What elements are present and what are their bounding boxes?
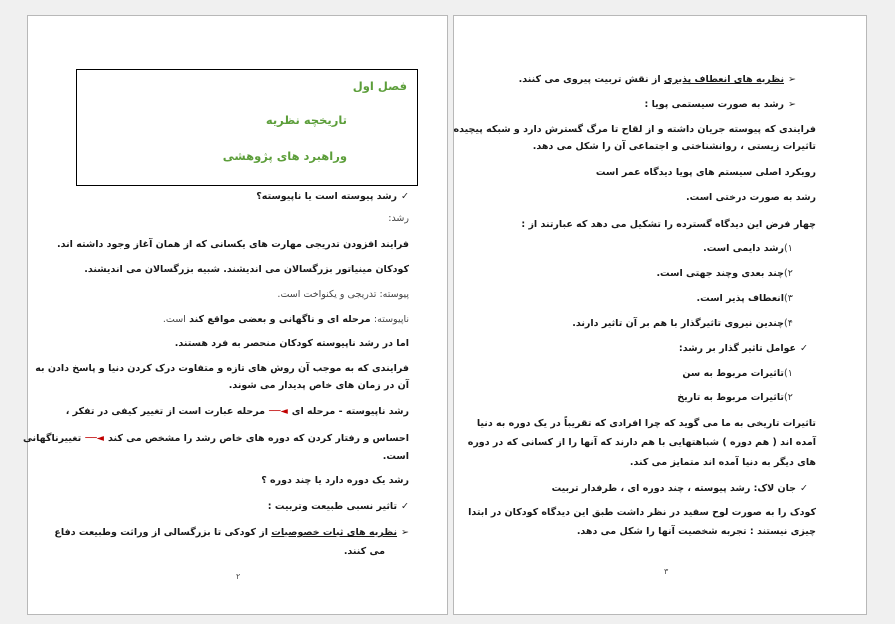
text-line: اما در رشد ناپیوسته کودکان منحصر به فرد هستند. — [174, 338, 409, 349]
text-line: فرایند افزودن تدریجی مهارت های یکسانی که از همان آغاز وجود داشته اند. — [57, 239, 409, 250]
text-line: های دیگر به دنیا آمده اند متمایز می کند. — [629, 457, 816, 468]
check-icon: ✓ — [401, 191, 409, 202]
text-line: می کنند. — [343, 546, 385, 557]
text-line: رویکرد اصلی سیستم های پویا دیدگاه عمر است — [595, 167, 816, 178]
text-line: آن در زمان های خاص پدیدار می شوند. — [228, 380, 409, 391]
text-line: است. — [382, 451, 409, 462]
check-icon: ✓ — [800, 483, 808, 494]
chapter-subtitle: وراهبرد های پژوهشی — [222, 149, 347, 163]
chapter-title-box — [76, 69, 418, 186]
text-line: فرایندی که به موجب آن روش های تازه و متفاوت درک کردن دنیا و پاسخ دادن به — [35, 363, 409, 374]
question-line: ✓رشد پیوسته است یا ناپیوسته؟ — [256, 191, 409, 202]
text-line: رشد یک دوره دارد یا چند دوره ؟ — [261, 475, 409, 486]
list-item: ۳)انعطاف پذیر است. — [696, 293, 793, 304]
text-line: رشد ناپیوسته - مرحله ای◄──مرحله عبارت است از تغییر کیفی در تفکر ، — [65, 406, 409, 417]
text-line: کودک را به صورت لوح سفید در نظر داشت طبق این دیدگاه کودکان در ابتدا — [468, 507, 816, 518]
check-icon: ✓ — [800, 343, 808, 354]
text-line: ✓جان لاک: رشد پیوسته ، چند دوره ای ، طرفدار تربیت — [551, 483, 808, 494]
arrow-left-icon: ◄── — [269, 406, 288, 417]
page-number: ۳ — [664, 567, 669, 576]
text-line: آمده اند ( هم دوره ) شباهتهایی با هم دارند که آنها را از کسانی که در دوره — [467, 437, 816, 448]
chapter-title: تاریخچه نظریه — [265, 113, 347, 127]
text-line: ➢رشد به صورت سیستمی پویا : — [644, 99, 796, 110]
text-line: رشد به صورت درختی است. — [686, 192, 816, 203]
text-line: ناپیوسته: مرحله ای و ناگهانی و بعضی مواقع کند است. — [162, 314, 409, 325]
page-left — [22, 15, 448, 615]
arrow-left-icon: ◄── — [85, 433, 104, 444]
list-item: ۱)تاثیرات مربوط به سن — [682, 368, 793, 379]
text-line: کودکان مینیاتور بزرگسالان می اندیشند. شبیه بزرگسالان می اندیشند. — [84, 264, 409, 275]
page-number: ۲ — [236, 572, 241, 581]
text-line: پیوسته: تدریجی و یکنواخت است. — [277, 289, 409, 300]
arrow-bullet-icon: ➢ — [401, 527, 409, 538]
text-line: احساس و رفتار کردن که دوره های خاص رشد را مشخص می کند◄──تغییرناگهانی — [22, 433, 409, 444]
text-line: ✓تاثیر نسبی طبیعت وتربیت : — [267, 501, 409, 512]
list-item: ۴)چندین نیروی تاثیرگذار با هم بر آن تاثیر دارند. — [572, 318, 793, 329]
text-line: تاثیرات زیستی ، روانشناختی و اجتماعی آن را شکل می دهد. — [532, 141, 816, 152]
arrow-bullet-icon: ➢ — [788, 99, 796, 110]
list-item: ۲)تاثیرات مربوط به تاریخ — [677, 392, 793, 403]
page-right — [453, 15, 867, 615]
text-line: تاثیرات تاریخی به ما می گوید که چرا افرادی که تقریباً در یک دوره به دنیا — [476, 418, 816, 429]
text-line: چیزی نیستند : تجربه شخصیت آنها را شکل می دهد. — [576, 526, 816, 537]
chapter-label: فصل اول — [352, 79, 407, 93]
arrow-bullet-icon: ➢ — [788, 74, 796, 85]
text-line: چهار فرض این دیدگاه گسترده را تشکیل می دهد که عبارتند از : — [521, 219, 816, 230]
check-icon: ✓ — [401, 501, 409, 512]
text-line: فرایندی که پیوسته جریان داشته و از لقاح تا مرگ گسترش دارد و شبکه پیچیده — [453, 124, 816, 135]
text-line: ➢نظریه های انعطاف پذیری از نقش تربیت پیروی می کنند. — [518, 74, 796, 85]
text-line: ➢نظریه های ثبات خصوصیات از کودکی تا بزرگسالی از وراثت وطبیعت دفاع — [54, 527, 409, 538]
list-item: ۱)رشد دایمی است. — [703, 243, 793, 254]
list-item: ۲)چند بعدی وچند جهتی است. — [656, 268, 793, 279]
text-line: ✓عوامل تاثیر گذار بر رشد: — [678, 343, 808, 354]
text-line: رشد: — [388, 213, 409, 224]
